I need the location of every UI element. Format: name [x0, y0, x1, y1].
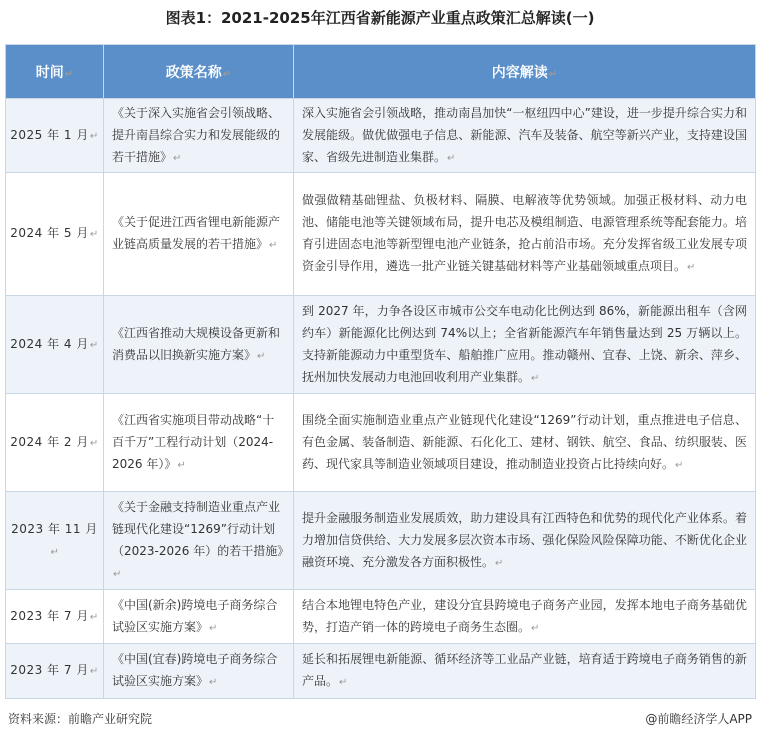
para-mark: ↵	[173, 152, 182, 164]
cell-content	[294, 99, 756, 173]
time-text: 2025 年 1 月	[10, 127, 89, 142]
cell-time	[6, 99, 104, 173]
cell-time	[6, 394, 104, 492]
table-row	[6, 590, 756, 644]
para-mark: ↵	[89, 339, 99, 351]
para-mark: ↵	[675, 459, 684, 471]
para-mark: ↵	[209, 677, 218, 688]
content-text: 做强做精基础锂盐、负极材料、隔膜、电解液等优势领域。加强正极材料、动力电池、储能电池等关键领域布局，提升电芯及模组制造、电源管理系统等配套能力。培育引进固态电池等新型锂电池产业链条，抢占前沿市场。充分发挥省级工业发展专项资金引导作用，遴选一批产业链关键基础材料等产业基础领域重点项目。	[302, 193, 747, 273]
time-text: 2024 年 4 月	[10, 336, 89, 351]
header-content	[294, 45, 756, 99]
cell-content	[294, 492, 756, 590]
para-mark: ↵	[89, 229, 99, 240]
time-text: 2024 年 2 月	[10, 434, 89, 449]
para-mark: ↵	[531, 622, 540, 634]
cell-content	[294, 590, 756, 644]
para-mark: ↵	[64, 68, 74, 80]
para-mark: ↵	[548, 68, 558, 80]
para-mark: ↵	[113, 568, 122, 580]
cell-content	[294, 173, 756, 296]
para-mark: ↵	[531, 372, 540, 384]
policy-text: 《关于金融支持制造业重点产业链现代化建设“1269”行动计划（2023-2026 年）的若干措施》	[112, 499, 290, 558]
cell-time	[6, 492, 104, 590]
para-mark: ↵	[447, 152, 456, 164]
table-row	[6, 296, 756, 394]
policy-text: 《关于促进江西省锂电新能源产业链高质量发展的若干措施》	[112, 215, 281, 251]
footer	[8, 710, 752, 728]
para-mark: ↵	[687, 262, 696, 273]
cell-time	[6, 296, 104, 394]
content-text: 延长和拓展锂电新能源、循环经济等工业品产业链，培育适于跨境电子商务销售的新产品。	[302, 652, 747, 688]
para-mark: ↵	[257, 350, 266, 362]
chart-title: 图表1：2021-2025年江西省新能源产业重点政策汇总解读(一)	[165, 9, 595, 27]
para-mark: ↵	[50, 546, 60, 558]
cell-content	[294, 644, 756, 699]
content-text: 结合本地锂电特色产业，建设分宜县跨境电子商务产业园，发挥本地电子商务基础优势，打造产销一体的跨境电子商务生态圈。	[302, 597, 747, 634]
cell-time	[6, 590, 104, 644]
policy-text: 《江西省实施项目带动战略“十百千万”工程行动计划（2024-2026 年）》	[112, 412, 275, 471]
brand-credit: @前瞻经济学人APP	[645, 712, 752, 726]
policy-text: 《关于深入实施省会引领战略、提升南昌综合实力和发展能级的若干措施》	[112, 105, 281, 164]
content-text: 提升金融服务制造业发展质效，助力建设具有江西特色和优势的现代化产业体系。着力增加信贷供给、大力发展多层次资本市场、强化保险风险保障功能、不断优化企业融资环境、充分激发各方面积极性。	[302, 510, 747, 569]
content-text: 深入实施省会引领战略，推动南昌加快“一枢纽四中心”建设，进一步提升综合实力和发展能级。做优做强电子信息、新能源、汽车及装备、航空等新兴产业，支持建设国家、省级先进制造业集群。	[302, 105, 747, 164]
content-text: 围绕全面实施制造业重点产业链现代化建设“1269”行动计划，重点推进电子信息、有色金属、装备制造、新能源、石化化工、建材、钢铁、航空、食品、纺织服装、医药、现代家具等制造业领域项目建设，推动制造业投资占比持续向好。	[302, 412, 747, 471]
time-text: 2023 年 11 月	[11, 521, 98, 536]
header-policy	[104, 45, 294, 99]
para-mark: ↵	[269, 240, 278, 251]
para-mark: ↵	[209, 622, 218, 634]
cell-content	[294, 296, 756, 394]
header-content-label: 内容解读	[491, 64, 548, 81]
table-row	[6, 644, 756, 699]
content-text: 到 2027 年，力争各设区市城市公交车电动化比例达到 86%，新能源出租车（含网约车）新能源化比例达到 74%以上；全省新能源汽车年销售量达到 25 万辆以上。支持新能源动力中重型货车、船舶推广应用。推动赣州、宜春、上饶、新余、萍乡、抚州加快发展动力电池回收利用产业集群。	[302, 303, 747, 384]
para-mark: ↵	[495, 557, 504, 569]
policy-text: 《中国(新余)跨境电子商务综合试验区实施方案》	[112, 597, 278, 634]
time-text: 2024 年 5 月	[10, 226, 89, 240]
table-row	[6, 492, 756, 590]
para-mark: ↵	[89, 437, 99, 449]
policy-table	[5, 44, 756, 699]
cell-policy	[104, 99, 294, 173]
header-time	[6, 45, 104, 99]
para-mark: ↵	[222, 68, 232, 80]
table-row	[6, 99, 756, 173]
time-text: 2023 年 7 月	[10, 663, 89, 677]
para-mark: ↵	[89, 611, 99, 623]
cell-policy	[104, 644, 294, 699]
cell-content	[294, 394, 756, 492]
table-row	[6, 394, 756, 492]
para-mark: ↵	[177, 459, 186, 471]
para-mark: ↵	[89, 130, 99, 142]
cell-policy	[104, 394, 294, 492]
cell-time	[6, 173, 104, 296]
cell-time	[6, 644, 104, 699]
time-text: 2023 年 7 月	[10, 608, 89, 623]
table-header-row	[6, 45, 756, 99]
cell-policy	[104, 492, 294, 590]
source-note: 资料来源：前瞻产业研究院	[8, 712, 153, 726]
para-mark: ↵	[339, 677, 348, 688]
cell-policy	[104, 296, 294, 394]
header-time-label: 时间	[35, 64, 64, 81]
policy-text: 《江西省推动大规模设备更新和消费品以旧换新实施方案》	[112, 325, 281, 362]
cell-policy	[104, 173, 294, 296]
cell-policy	[104, 590, 294, 644]
policy-text: 《中国(宜春)跨境电子商务综合试验区实施方案》	[112, 652, 278, 688]
header-policy-label: 政策名称	[165, 64, 222, 81]
table-row	[6, 173, 756, 296]
para-mark: ↵	[89, 666, 99, 677]
